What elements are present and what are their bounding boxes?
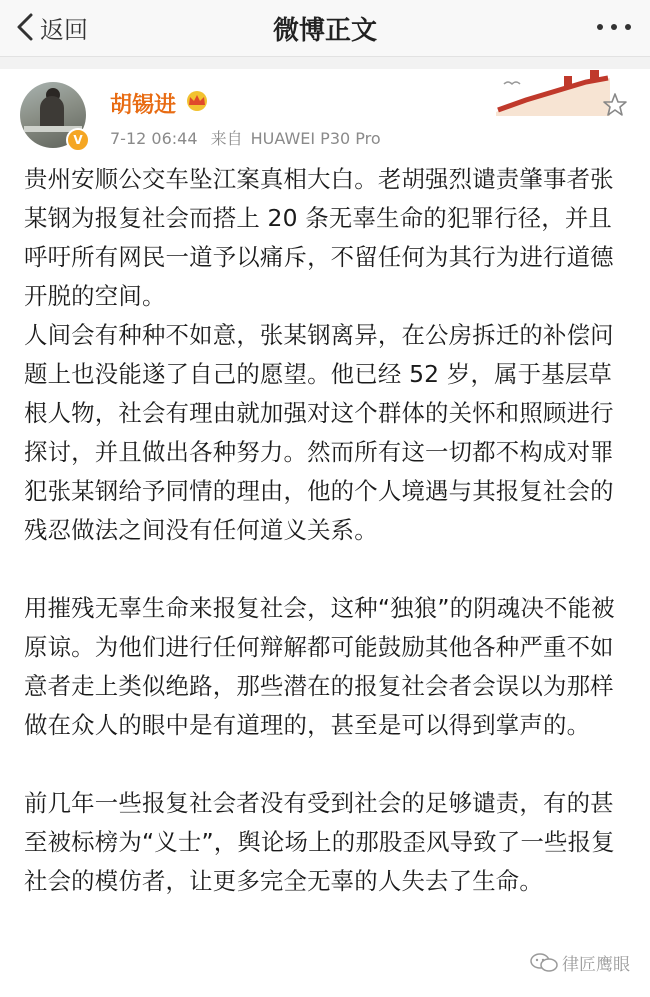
section-divider bbox=[0, 57, 650, 69]
crown-icon bbox=[184, 90, 210, 112]
watermark bbox=[530, 950, 630, 975]
page-title: 微博正文 bbox=[272, 16, 377, 46]
verified-badge-icon: V bbox=[66, 128, 90, 152]
navigation-bar bbox=[0, 0, 650, 57]
watermark-text: 律匠鹰眼 bbox=[562, 955, 630, 975]
post-meta bbox=[110, 126, 389, 149]
source-device: HUAWEI P30 Pro bbox=[250, 129, 381, 148]
post-content bbox=[24, 160, 628, 901]
more-button[interactable] bbox=[594, 14, 634, 40]
wechat-icon bbox=[530, 953, 558, 973]
post-timestamp: 7-12 06:44 bbox=[110, 129, 198, 148]
post-paragraph: 贵州安顺公交车坠江案真相大白。老胡强烈谴责肇事者张某钢为报复社会而搭上 20 条无辜生命的犯罪行径，并且呼吁所有网民一道予以痛斥，不留任何为其行为进行道德开脱的空间。 bbox=[24, 165, 614, 310]
source-prefix: 来自 bbox=[210, 129, 243, 148]
more-dots-icon bbox=[594, 14, 634, 40]
great-wall-decoration-icon bbox=[494, 70, 612, 116]
username[interactable]: 胡锡进 bbox=[110, 93, 177, 118]
star-outline-icon[interactable] bbox=[602, 92, 628, 118]
post-paragraph: 人间会有种种不如意，张某钢离异，在公房拆迁的补偿问题上也没能遂了自己的愿望。他已经 52 岁，属于基层草根人物，社会有理由就加强对这个群体的关怀和照顾进行探讨，并且做出各种努力。然而所有这一切都不构成对罪犯张某钢给予同情的理由，他的个人境遇与其报复社会的残忍做法之间没有任何道义关系。 bbox=[24, 321, 614, 544]
back-label: 返回 bbox=[40, 15, 88, 44]
post-paragraph: 用摧残无辜生命来报复社会，这种“独狼”的阴魂决不能被原谅。为他们进行任何辩解都可能鼓励其他各种严重不如意者走上类似绝路，那些潜在的报复社会者会误以为那样做在众人的眼中是有道理的，甚至是可以得到掌声的。 bbox=[24, 594, 615, 739]
post-paragraph: 前几年一些报复社会者没有受到社会的足够谴责，有的甚至被标榜为“义士”，舆论场上的那股歪风导致了一些报复社会的模仿者，让更多完全无辜的人失去了生命。 bbox=[24, 789, 615, 895]
